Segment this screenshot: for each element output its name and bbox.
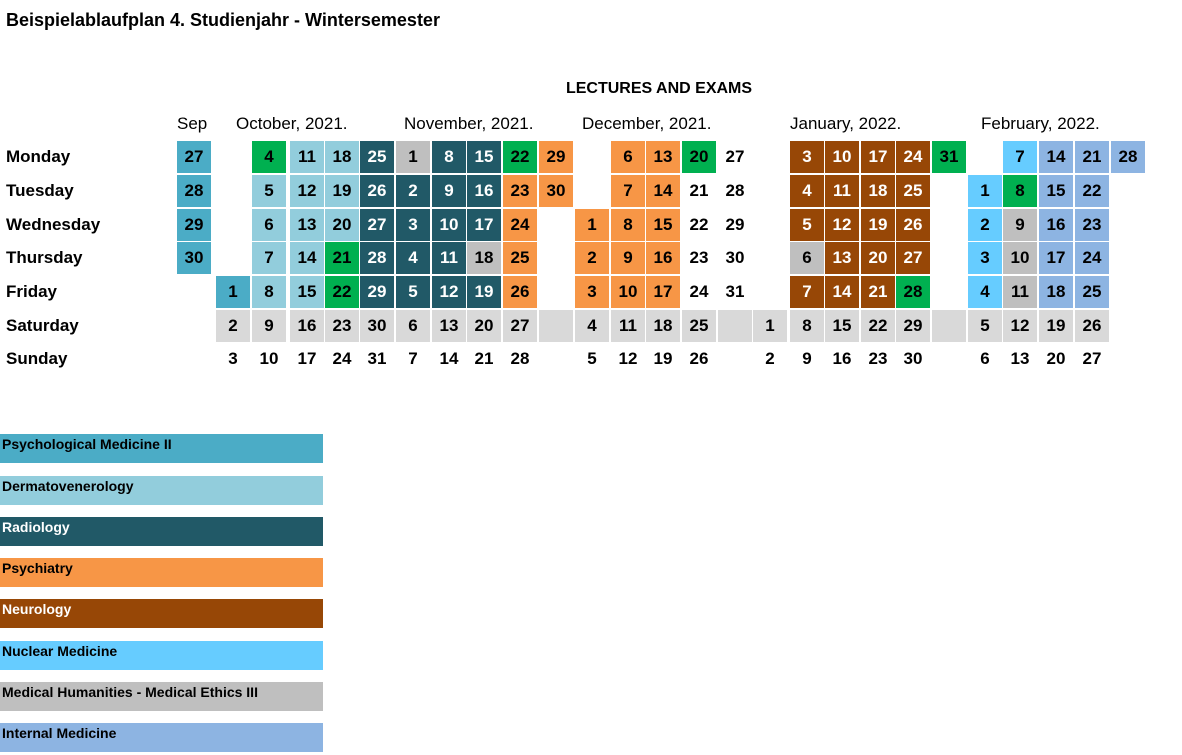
calendar-cell-saturday: 20 bbox=[467, 310, 501, 342]
calendar-cell-wednesday: 15 bbox=[646, 209, 680, 241]
calendar-cell-friday: 3 bbox=[575, 276, 609, 308]
calendar-cell-saturday: 5 bbox=[968, 310, 1002, 342]
calendar-cell-tuesday: 4 bbox=[790, 175, 824, 207]
calendar-cell-saturday: 26 bbox=[1075, 310, 1109, 342]
calendar-cell-monday: 11 bbox=[290, 141, 324, 173]
calendar-cell-thursday: 7 bbox=[252, 242, 286, 274]
calendar-cell-tuesday: 5 bbox=[252, 175, 286, 207]
calendar-cell-monday: 24 bbox=[896, 141, 930, 173]
calendar-cell-saturday: 9 bbox=[252, 310, 286, 342]
day-label-wednesday: Wednesday bbox=[6, 215, 101, 234]
calendar-cell-thursday: 28 bbox=[360, 242, 394, 274]
calendar-cell-monday: 10 bbox=[825, 141, 859, 173]
calendar-cell-monday: 25 bbox=[360, 141, 394, 173]
month-label-december: December, 2021. bbox=[582, 114, 712, 133]
calendar-cell-sunday: 20 bbox=[1046, 349, 1066, 368]
legend-item-neurology: Neurology bbox=[0, 599, 323, 628]
calendar-cell-monday: 6 bbox=[611, 141, 645, 173]
legend-item-nuclear-medicine: Nuclear Medicine bbox=[0, 641, 323, 670]
calendar-cell-friday: 7 bbox=[790, 276, 824, 308]
day-label-saturday: Saturday bbox=[6, 316, 79, 335]
calendar-cell-saturday: 19 bbox=[1039, 310, 1073, 342]
calendar-cell-thursday: 17 bbox=[1039, 242, 1073, 274]
calendar-cell-sunday: 28 bbox=[510, 349, 530, 368]
calendar-cell-tuesday: 7 bbox=[611, 175, 645, 207]
calendar-cell-tuesday: 28 bbox=[725, 181, 745, 200]
calendar-cell-tuesday: 19 bbox=[325, 175, 359, 207]
calendar-cell-thursday: 13 bbox=[825, 242, 859, 274]
calendar-cell-wednesday: 1 bbox=[575, 209, 609, 241]
day-label-monday: Monday bbox=[6, 147, 71, 166]
calendar-cell-saturday: 25 bbox=[682, 310, 716, 342]
calendar-cell-saturday: 4 bbox=[575, 310, 609, 342]
month-label-november: November, 2021. bbox=[404, 114, 534, 133]
calendar-cell-monday: 27 bbox=[177, 141, 211, 173]
calendar-cell-thursday: 30 bbox=[725, 248, 745, 267]
calendar-cell-tuesday: 25 bbox=[896, 175, 930, 207]
calendar-cell-monday: 17 bbox=[861, 141, 895, 173]
calendar-cell-sunday: 31 bbox=[367, 349, 387, 368]
month-label-january: January, 2022. bbox=[790, 114, 902, 133]
calendar-cell-friday: 19 bbox=[467, 276, 501, 308]
calendar-cell-saturday: 13 bbox=[432, 310, 466, 342]
calendar-cell-sunday: 30 bbox=[903, 349, 923, 368]
calendar-cell-sunday: 26 bbox=[689, 349, 709, 368]
calendar-cell-wednesday: 8 bbox=[611, 209, 645, 241]
calendar-cell-sunday: 17 bbox=[297, 349, 317, 368]
calendar-cell-sunday: 14 bbox=[439, 349, 459, 368]
calendar-cell-saturday: 23 bbox=[325, 310, 359, 342]
calendar-cell-wednesday: 6 bbox=[252, 209, 286, 241]
calendar-cell-saturday: 11 bbox=[611, 310, 645, 342]
calendar-cell-wednesday: 22 bbox=[689, 215, 709, 234]
calendar-cell-sunday: 5 bbox=[587, 349, 597, 368]
calendar-cell-friday: 14 bbox=[825, 276, 859, 308]
calendar-cell-monday: 29 bbox=[539, 141, 573, 173]
calendar-cell-wednesday: 29 bbox=[725, 215, 745, 234]
calendar-cell-sunday: 12 bbox=[618, 349, 638, 368]
calendar-cell-wednesday: 27 bbox=[360, 209, 394, 241]
calendar-cell-wednesday: 12 bbox=[825, 209, 859, 241]
calendar-cell-monday: 18 bbox=[325, 141, 359, 173]
calendar-cell-friday: 11 bbox=[1003, 276, 1037, 308]
calendar-cell-thursday: 3 bbox=[968, 242, 1002, 274]
calendar-cell-tuesday: 16 bbox=[467, 175, 501, 207]
calendar-cell-monday: 13 bbox=[646, 141, 680, 173]
calendar-cell-thursday: 14 bbox=[290, 242, 324, 274]
calendar-cell-wednesday: 16 bbox=[1039, 209, 1073, 241]
calendar-cell-wednesday: 10 bbox=[432, 209, 466, 241]
calendar-cell-thursday: 2 bbox=[575, 242, 609, 274]
calendar-cell-monday: 20 bbox=[682, 141, 716, 173]
calendar-cell-tuesday: 18 bbox=[861, 175, 895, 207]
calendar-cell-saturday: 8 bbox=[790, 310, 824, 342]
calendar-cell-tuesday: 11 bbox=[825, 175, 859, 207]
calendar-cell-friday: 12 bbox=[432, 276, 466, 308]
calendar-cell-monday: 15 bbox=[467, 141, 501, 173]
day-label-tuesday: Tuesday bbox=[6, 181, 74, 200]
calendar-cell-monday: 28 bbox=[1111, 141, 1145, 173]
calendar-cell-tuesday: 2 bbox=[396, 175, 430, 207]
calendar-cell-sunday: 21 bbox=[474, 349, 494, 368]
calendar-cell-thursday: 30 bbox=[177, 242, 211, 274]
calendar-cell-sunday: 19 bbox=[653, 349, 673, 368]
calendar-cell-friday: 31 bbox=[725, 282, 745, 301]
calendar-cell-sunday: 13 bbox=[1010, 349, 1030, 368]
calendar-cell-wednesday: 20 bbox=[325, 209, 359, 241]
calendar-cell-saturday: 6 bbox=[396, 310, 430, 342]
calendar-cell-friday: 4 bbox=[968, 276, 1002, 308]
calendar-cell-saturday bbox=[932, 310, 966, 342]
calendar-cell-monday: 3 bbox=[790, 141, 824, 173]
calendar-cell-saturday: 15 bbox=[825, 310, 859, 342]
calendar-cell-friday: 18 bbox=[1039, 276, 1073, 308]
legend-item-radiology: Radiology bbox=[0, 517, 323, 546]
calendar-cell-saturday: 16 bbox=[290, 310, 324, 342]
calendar-cell-friday: 1 bbox=[216, 276, 250, 308]
calendar-cell-tuesday: 26 bbox=[360, 175, 394, 207]
calendar-cell-thursday: 20 bbox=[861, 242, 895, 274]
calendar-cell-tuesday: 21 bbox=[689, 181, 709, 200]
calendar-cell-monday: 4 bbox=[252, 141, 286, 173]
calendar-cell-sunday: 16 bbox=[832, 349, 852, 368]
calendar-cell-saturday: 12 bbox=[1003, 310, 1037, 342]
calendar-cell-tuesday: 15 bbox=[1039, 175, 1073, 207]
legend-item-psychiatry: Psychiatry bbox=[0, 558, 323, 587]
calendar-cell-sunday: 3 bbox=[228, 349, 238, 368]
calendar-cell-sunday: 6 bbox=[980, 349, 990, 368]
calendar-cell-friday: 29 bbox=[360, 276, 394, 308]
calendar-cell-friday: 24 bbox=[689, 282, 709, 301]
legend-item-medical-ethics: Medical Humanities - Medical Ethics III bbox=[0, 682, 323, 711]
calendar-cell-saturday: 30 bbox=[360, 310, 394, 342]
page-subtitle: LECTURES AND EXAMS bbox=[565, 80, 753, 97]
calendar-cell-friday: 21 bbox=[861, 276, 895, 308]
calendar-cell-friday: 28 bbox=[896, 276, 930, 308]
calendar-cell-sunday: 7 bbox=[408, 349, 418, 368]
calendar-cell-wednesday: 23 bbox=[1075, 209, 1109, 241]
calendar-cell-saturday: 27 bbox=[503, 310, 537, 342]
calendar-cell-friday: 26 bbox=[503, 276, 537, 308]
calendar-cell-thursday: 4 bbox=[396, 242, 430, 274]
calendar-cell-wednesday: 2 bbox=[968, 209, 1002, 241]
calendar-cell-thursday: 6 bbox=[790, 242, 824, 274]
calendar-cell-monday: 27 bbox=[725, 147, 745, 166]
calendar-cell-wednesday: 26 bbox=[896, 209, 930, 241]
calendar-cell-monday: 22 bbox=[503, 141, 537, 173]
legend-item-psychological-medicine: Psychological Medicine II bbox=[0, 434, 323, 463]
day-label-friday: Friday bbox=[6, 282, 58, 301]
calendar-cell-thursday: 23 bbox=[689, 248, 709, 267]
day-label-thursday: Thursday bbox=[6, 248, 83, 267]
calendar-cell-thursday: 16 bbox=[646, 242, 680, 274]
calendar-cell-saturday: 2 bbox=[216, 310, 250, 342]
calendar-cell-monday: 14 bbox=[1039, 141, 1073, 173]
calendar-cell-thursday: 27 bbox=[896, 242, 930, 274]
legend-item-internal-medicine: Internal Medicine bbox=[0, 723, 323, 752]
calendar-cell-thursday: 24 bbox=[1075, 242, 1109, 274]
page-title: Beispielablaufplan 4. Studienjahr - Wintersemester bbox=[6, 10, 440, 30]
calendar-cell-friday: 5 bbox=[396, 276, 430, 308]
calendar-cell-sunday: 10 bbox=[259, 349, 279, 368]
calendar-cell-tuesday: 14 bbox=[646, 175, 680, 207]
calendar-cell-thursday: 18 bbox=[467, 242, 501, 274]
calendar-cell-wednesday: 3 bbox=[396, 209, 430, 241]
calendar-cell-thursday: 21 bbox=[325, 242, 359, 274]
calendar-cell-tuesday: 28 bbox=[177, 175, 211, 207]
calendar-cell-friday: 22 bbox=[325, 276, 359, 308]
calendar-cell-tuesday: 22 bbox=[1075, 175, 1109, 207]
calendar-cell-wednesday: 17 bbox=[467, 209, 501, 241]
calendar-cell-wednesday: 9 bbox=[1003, 209, 1037, 241]
legend-item-dermatovenerology: Dermatovenerology bbox=[0, 476, 323, 505]
calendar-cell-saturday: 1 bbox=[753, 310, 787, 342]
calendar-cell-friday: 15 bbox=[290, 276, 324, 308]
calendar-cell-tuesday: 1 bbox=[968, 175, 1002, 207]
calendar-cell-wednesday: 29 bbox=[177, 209, 211, 241]
calendar-cell-saturday bbox=[539, 310, 573, 342]
calendar-cell-friday: 10 bbox=[611, 276, 645, 308]
calendar-cell-saturday: 18 bbox=[646, 310, 680, 342]
calendar-cell-tuesday: 8 bbox=[1003, 175, 1037, 207]
calendar-cell-monday: 31 bbox=[932, 141, 966, 173]
day-label-sunday: Sunday bbox=[6, 349, 68, 368]
calendar-cell-saturday: 29 bbox=[896, 310, 930, 342]
calendar-cell-wednesday: 19 bbox=[861, 209, 895, 241]
calendar-cell-wednesday: 5 bbox=[790, 209, 824, 241]
calendar-cell-friday: 8 bbox=[252, 276, 286, 308]
calendar-cell-monday: 21 bbox=[1075, 141, 1109, 173]
calendar-cell-sunday: 23 bbox=[868, 349, 888, 368]
calendar-cell-monday: 7 bbox=[1003, 141, 1037, 173]
calendar-cell-tuesday: 9 bbox=[432, 175, 466, 207]
calendar-cell-saturday: 22 bbox=[861, 310, 895, 342]
calendar-cell-wednesday: 13 bbox=[290, 209, 324, 241]
calendar-cell-tuesday: 12 bbox=[290, 175, 324, 207]
calendar-cell-wednesday: 24 bbox=[503, 209, 537, 241]
calendar-cell-sunday: 27 bbox=[1082, 349, 1102, 368]
calendar-cell-sunday: 24 bbox=[332, 349, 352, 368]
month-label-february: February, 2022. bbox=[981, 114, 1100, 133]
calendar-cell-sunday: 2 bbox=[765, 349, 775, 368]
month-label-sep: Sep bbox=[177, 114, 208, 133]
calendar-cell-monday: 8 bbox=[432, 141, 466, 173]
calendar-cell-tuesday: 30 bbox=[539, 175, 573, 207]
calendar-cell-thursday: 9 bbox=[611, 242, 645, 274]
calendar-cell-thursday: 11 bbox=[432, 242, 466, 274]
calendar-cell-friday: 25 bbox=[1075, 276, 1109, 308]
calendar-cell-tuesday: 23 bbox=[503, 175, 537, 207]
calendar-cell-monday: 1 bbox=[396, 141, 430, 173]
calendar-cell-thursday: 25 bbox=[503, 242, 537, 274]
calendar-cell-friday: 17 bbox=[646, 276, 680, 308]
calendar-cell-saturday bbox=[718, 310, 752, 342]
month-label-october: October, 2021. bbox=[236, 114, 348, 133]
calendar-cell-thursday: 10 bbox=[1003, 242, 1037, 274]
calendar-cell-sunday: 9 bbox=[802, 349, 812, 368]
